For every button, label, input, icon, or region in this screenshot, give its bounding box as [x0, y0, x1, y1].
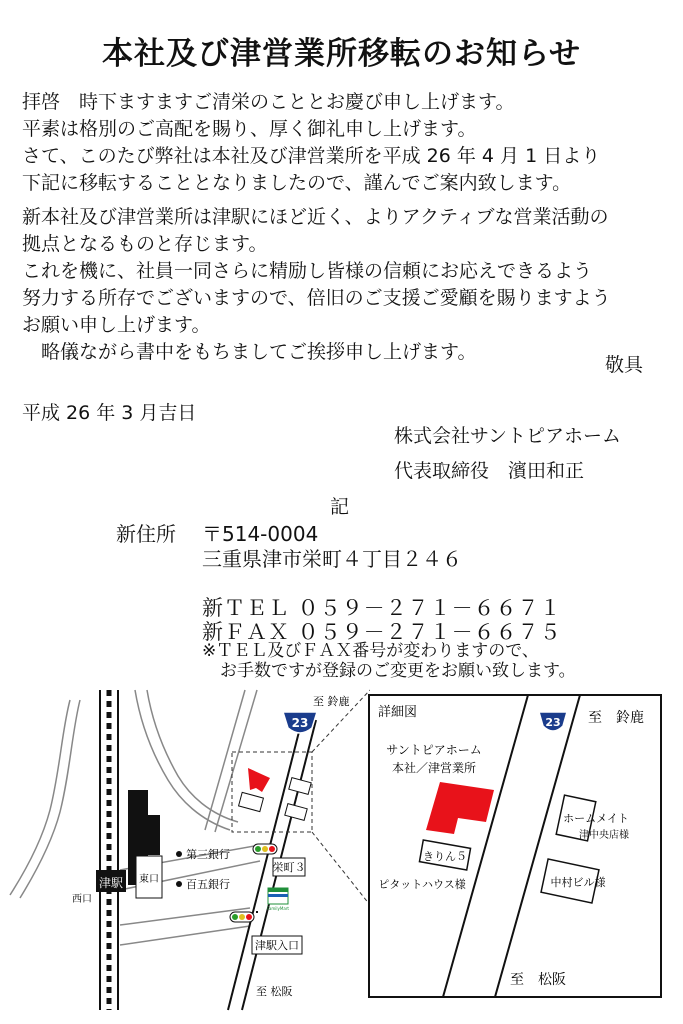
text-line: 新本社及び津営業所は津駅にほど近く、よりアクティブな営業活動の: [22, 206, 609, 228]
route-number: 23: [545, 716, 561, 729]
area-map: [0, 680, 370, 1020]
number-change-note-line2: お手数ですが登録のご変更をお願い致します。: [220, 661, 576, 681]
sakaemachi-label: 栄町３: [272, 861, 306, 874]
tel-number: 新ＴＥＬ ０５９－２７１－６６７１: [202, 596, 562, 620]
closing-word: 敬具: [605, 354, 644, 376]
greeting-paragraph: [22, 89, 600, 197]
homemate-branch-label: 津中央店様: [579, 830, 629, 841]
to-matsusaka-label: 至 松阪: [256, 985, 293, 998]
homemate-label: ホームメイト: [563, 812, 629, 825]
west-road: [10, 700, 70, 895]
letter-date: 平成 26 年 3 月吉日: [22, 402, 197, 424]
text-line: 努力する所存でございますので、倍旧のご支援ご愛顧を賜りますよう: [22, 287, 611, 309]
to-suzuka-label: 至 鈴鹿: [313, 695, 350, 708]
kirin-label: きりん５: [423, 850, 467, 863]
bank-marker: [176, 881, 182, 887]
announcement-paragraph: [22, 204, 611, 366]
tsueki-iriguchi-label: 津駅入口: [255, 939, 299, 952]
detail-heading: 詳細図: [378, 705, 418, 720]
west-exit-label: 西口: [72, 894, 92, 905]
route-number: 23: [291, 716, 309, 730]
company-name: 株式会社サントピアホーム: [394, 425, 622, 447]
west-road: [20, 700, 80, 898]
representative-name: 代表取締役 濱田和正: [394, 460, 585, 482]
building: [239, 792, 264, 811]
to-matsusaka-label: 至 松阪: [510, 972, 566, 988]
office-location-marker: [248, 768, 270, 792]
detail-map: [368, 694, 662, 998]
tsu-station-label: 津駅: [98, 876, 124, 890]
bank-label: 百五銀行: [186, 878, 230, 891]
pitat-house-label: ピタットハウス様: [378, 878, 466, 891]
ki-heading: 記: [330, 496, 350, 518]
postal-code: 〒514-0004: [202, 522, 319, 546]
diagonal-road: [205, 690, 245, 830]
street-address: 三重県津市栄町４丁目２４６: [202, 547, 462, 571]
fax-number: 新ＦＡＸ ０５９－２７１－６６７５: [202, 620, 562, 644]
office-branch: 本社／津営業所: [391, 761, 477, 775]
to-suzuka-label: 至 鈴鹿: [588, 710, 644, 726]
text-line: お願い申し上げます。: [22, 314, 211, 336]
detail-leader-line: [312, 832, 370, 905]
diagonal-road: [215, 690, 257, 832]
text-line: さて、このたび弊社は本社及び津営業所を平成 26 年 4 月 1 日より: [22, 145, 601, 167]
text-line: 平素は格別のご高配を賜り、厚く御礼申し上げます。: [22, 118, 477, 140]
building: [289, 778, 311, 795]
text-line: 拝啓 時下ますますご清栄のこととお慶び申し上げます。: [22, 91, 515, 113]
curved-road: [135, 690, 230, 830]
nakamura-label: 中村ビル様: [550, 876, 606, 889]
text-line: これを機に、社員一同さらに精励し皆様の信頼にお応えできるよう: [22, 260, 593, 282]
text-line: 略儀ながら書中をもちましてご挨拶申し上げます。: [22, 341, 477, 363]
bank-label: 第三銀行: [186, 848, 230, 861]
east-exit-label: 東口: [139, 874, 159, 885]
address-label: 新住所: [116, 522, 176, 546]
convenience-store-label: FamilyMart: [267, 906, 289, 911]
text-line: 拠点となるものと存じます。: [22, 233, 268, 255]
bank-marker: [176, 851, 182, 857]
office-name: サントピアホーム: [386, 743, 482, 757]
ew-road: [120, 926, 250, 945]
page-title: 本社及び津営業所移転のお知らせ: [101, 36, 582, 72]
building: [285, 804, 307, 821]
number-change-note-line1: ※ＴＥＬ及びＦＡＸ番号が変わりますので、: [202, 641, 539, 661]
text-line: 下記に移転することとなりましたので、謹んでご案内致します。: [22, 172, 572, 194]
